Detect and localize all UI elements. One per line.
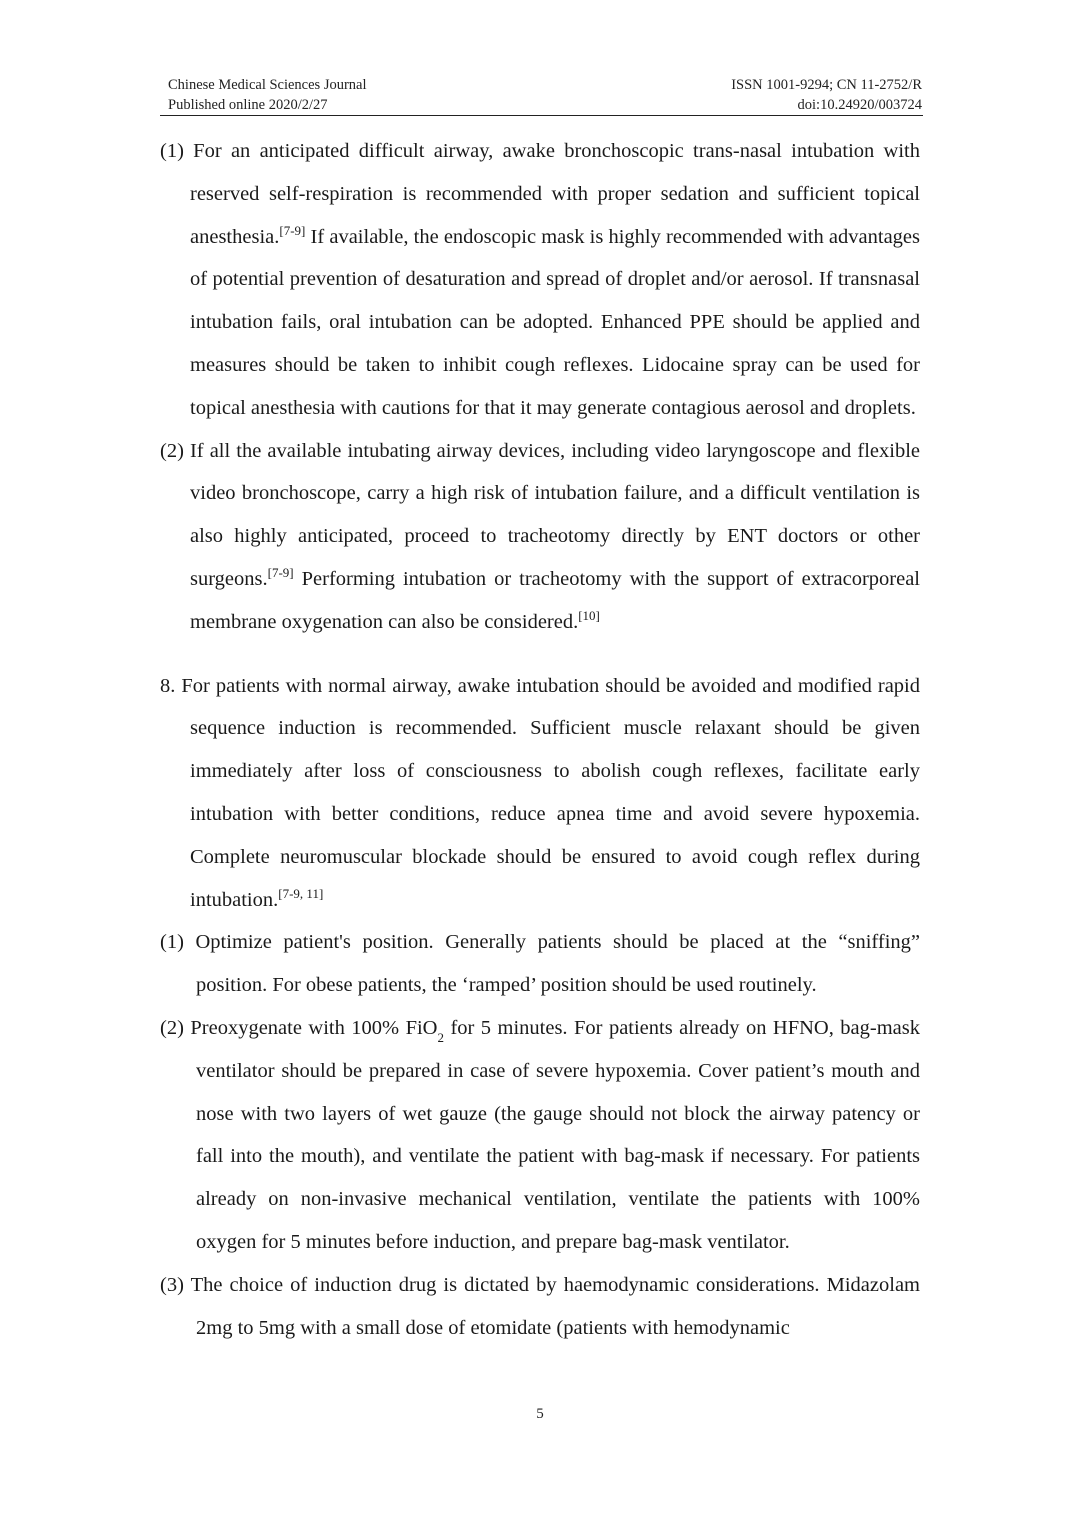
paragraph-gap [160, 644, 920, 665]
paragraph-text: for 5 minutes. For patients already on HFNO, bag-mask ventilator should be prepared in case of severe hypoxemia. Cover patient’s mouth and nose with two layers of wet gauze (the gauge should not block the airway patency or fall into the mouth), and ventilate the patient with bag-mask if necessary. For patients already on non-invasive mechanical ventilation, ventilate the patients with 100% oxygen for 5 minutes before induction, and prepare bag-mask ventilator. [196, 1016, 920, 1253]
page-number: 5 [536, 1406, 544, 1422]
paragraph-text: (1) Optimize patient's position. Generally patients should be placed at the “sniffing” position. For obese patients, the ‘ramped’ position should be used routinely. [160, 931, 920, 997]
citation: [10] [578, 607, 600, 623]
paragraph-text: (2) Preoxygenate with 100% FiO [160, 1016, 438, 1039]
paragraph-text: 8. For patients with normal airway, awake intubation should be avoided and modified rapid sequence induction is recommended. Sufficient muscle relaxant should be given immediately after loss of consciousness to abolish cough reflexes, facilitate early intubation with better conditions, reduce apnea time and avoid severe hypoxemia. Complete neuromuscular blockade should be ensured to avoid cough reflex during intubation. [160, 674, 920, 911]
body-text [160, 130, 920, 1349]
subscript: 2 [437, 1030, 444, 1046]
doi: doi:10.24920/003724 [797, 97, 922, 113]
paragraph-preoxygenate [160, 1007, 920, 1264]
header-divider [160, 115, 923, 116]
paragraph-tracheotomy [160, 430, 920, 644]
paragraph-awake-intubation [160, 130, 920, 430]
published-date: Published online 2020/2/27 [168, 97, 328, 113]
paragraph-induction-drug [160, 1264, 920, 1350]
header-left [168, 75, 367, 115]
paragraph-text: (3) The choice of induction drug is dictated by haemodynamic considerations. Midazolam 2mg to 5mg with a small dose of etomidate (patients with hemodynamic [160, 1273, 920, 1339]
citation: [7-9] [267, 564, 294, 580]
citation: [7-9] [279, 222, 306, 238]
paragraph-text: (2) If all the available intubating airway devices, including video laryngoscope and flexible video bronchoscope, carry a high risk of intubation failure, and a difficult ventilation is also highly anticipated, proceed to tracheotomy directly by ENT doctors or other surgeons. [160, 439, 920, 590]
paragraph-position [160, 921, 920, 1007]
issn: ISSN 1001-9294; CN 11-2752/R [731, 77, 922, 93]
citation: [7-9, 11] [278, 885, 324, 901]
page-header [168, 75, 922, 117]
journal-name: Chinese Medical Sciences Journal [168, 77, 367, 93]
paragraph-text: If available, the endoscopic mask is highly recommended with advantages of potential prevention of desaturation and spread of droplet and/or aerosol. If transnasal intubation fails, oral intubation can be adopted. Enhanced PPE should be applied and measures should be taken to inhibit cough reflexes. Lidocaine spray can be used for topical anesthesia with cautions for that it may generate contagious aerosol and droplets. [190, 225, 920, 419]
paragraph-text: Performing intubation or tracheotomy with the support of extracorporeal membrane oxygenation can also be considered. [190, 567, 920, 633]
header-right [731, 75, 922, 115]
paragraph-normal-airway [160, 665, 920, 922]
paragraph-text: (1) For an anticipated difficult airway, awake bronchoscopic trans-nasal intubation with reserved self-respiration is recommended with proper sedation and sufficient topical anesthesia. [160, 140, 920, 248]
